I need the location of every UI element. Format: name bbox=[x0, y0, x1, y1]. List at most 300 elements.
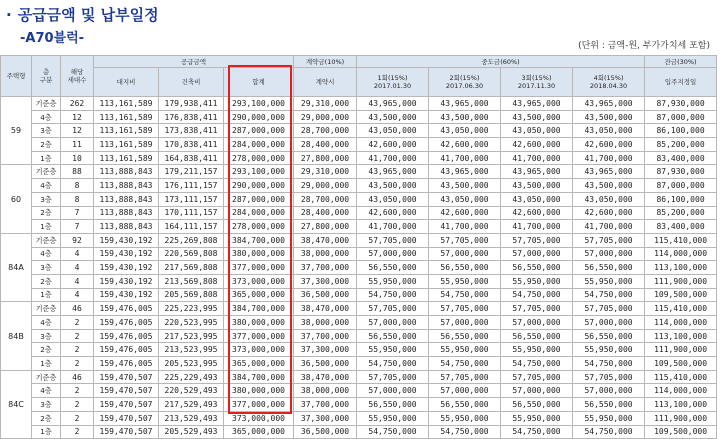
amount-cell: 42,600,000 bbox=[501, 138, 573, 152]
bullet-dot-icon: · bbox=[6, 6, 12, 24]
amount-cell: 55,950,000 bbox=[357, 274, 429, 288]
table-row bbox=[1, 192, 717, 206]
amount-cell: 225,269,808 bbox=[159, 233, 224, 247]
amount-cell: 42,600,000 bbox=[357, 138, 429, 152]
amount-cell: 43,500,000 bbox=[429, 179, 501, 193]
amount-cell: 38,470,000 bbox=[294, 233, 357, 247]
floor-cell: 4층 bbox=[32, 247, 61, 261]
amount-cell: 55,950,000 bbox=[357, 343, 429, 357]
amount-cell: 159,470,507 bbox=[94, 370, 159, 384]
amount-cell: 56,550,000 bbox=[429, 261, 501, 275]
amount-cell: 159,430,192 bbox=[94, 274, 159, 288]
amount-cell: 213,529,493 bbox=[159, 411, 224, 425]
amount-cell: 111,900,000 bbox=[645, 411, 717, 425]
amount-cell: 115,410,000 bbox=[645, 302, 717, 316]
amount-cell: 213,569,808 bbox=[159, 274, 224, 288]
units-cell: 10 bbox=[61, 151, 94, 165]
amount-cell: 205,569,808 bbox=[159, 288, 224, 302]
amount-cell: 43,050,000 bbox=[501, 124, 573, 138]
amount-cell: 114,000,000 bbox=[645, 384, 717, 398]
amount-cell: 85,200,000 bbox=[645, 138, 717, 152]
amount-cell: 56,550,000 bbox=[573, 261, 645, 275]
amount-cell: 159,430,192 bbox=[94, 233, 159, 247]
amount-cell: 43,500,000 bbox=[501, 179, 573, 193]
amount-cell: 179,211,157 bbox=[159, 165, 224, 179]
floor-cell: 2층 bbox=[32, 411, 61, 425]
amount-cell: 55,950,000 bbox=[501, 274, 573, 288]
floor-cell: 4층 bbox=[32, 384, 61, 398]
amount-cell: 159,476,005 bbox=[94, 357, 159, 371]
amount-cell: 43,050,000 bbox=[357, 192, 429, 206]
floor-cell: 3층 bbox=[32, 192, 61, 206]
amount-cell: 365,000,000 bbox=[224, 425, 294, 439]
amount-cell: 57,705,000 bbox=[573, 233, 645, 247]
block-subtitle: -A70블럭- bbox=[20, 31, 85, 46]
amount-cell: 380,000,000 bbox=[224, 384, 294, 398]
amount-cell: 54,750,000 bbox=[573, 357, 645, 371]
amount-cell: 37,700,000 bbox=[294, 261, 357, 275]
amount-cell: 57,705,000 bbox=[501, 302, 573, 316]
amount-cell: 293,100,000 bbox=[224, 97, 294, 111]
amount-cell: 29,000,000 bbox=[294, 179, 357, 193]
amount-cell: 42,600,000 bbox=[429, 206, 501, 220]
amount-cell: 41,700,000 bbox=[357, 220, 429, 234]
amount-cell: 43,965,000 bbox=[357, 165, 429, 179]
amount-cell: 43,050,000 bbox=[429, 124, 501, 138]
amount-cell: 43,050,000 bbox=[429, 192, 501, 206]
amount-cell: 55,950,000 bbox=[501, 411, 573, 425]
page-title bbox=[6, 4, 159, 25]
amount-cell: 159,476,005 bbox=[94, 343, 159, 357]
amount-cell: 278,000,000 bbox=[224, 220, 294, 234]
amount-cell: 57,000,000 bbox=[501, 247, 573, 261]
amount-cell: 176,111,157 bbox=[159, 179, 224, 193]
amount-cell: 41,700,000 bbox=[573, 151, 645, 165]
header-building-cost: 건축비 bbox=[159, 68, 224, 97]
amount-cell: 37,300,000 bbox=[294, 411, 357, 425]
amount-cell: 57,705,000 bbox=[429, 233, 501, 247]
floor-cell: 2층 bbox=[32, 274, 61, 288]
table-row bbox=[1, 124, 717, 138]
floor-cell: 1층 bbox=[32, 151, 61, 165]
amount-cell: 43,500,000 bbox=[429, 110, 501, 124]
header-balance-date: 입주지정일 bbox=[645, 68, 717, 97]
amount-cell: 54,750,000 bbox=[573, 425, 645, 439]
floor-cell: 1층 bbox=[32, 425, 61, 439]
amount-cell: 56,550,000 bbox=[357, 398, 429, 412]
amount-cell: 56,550,000 bbox=[573, 398, 645, 412]
amount-cell: 113,100,000 bbox=[645, 329, 717, 343]
amount-cell: 170,111,157 bbox=[159, 206, 224, 220]
amount-cell: 54,750,000 bbox=[429, 288, 501, 302]
amount-cell: 287,000,000 bbox=[224, 192, 294, 206]
amount-cell: 43,965,000 bbox=[429, 97, 501, 111]
amount-cell: 384,700,000 bbox=[224, 233, 294, 247]
amount-cell: 87,930,000 bbox=[645, 97, 717, 111]
amount-cell: 42,600,000 bbox=[357, 206, 429, 220]
amount-cell: 41,700,000 bbox=[573, 220, 645, 234]
amount-cell: 43,965,000 bbox=[501, 165, 573, 179]
amount-cell: 27,800,000 bbox=[294, 220, 357, 234]
amount-cell: 56,550,000 bbox=[357, 329, 429, 343]
floor-cell: 기준층 bbox=[32, 302, 61, 316]
amount-cell: 29,000,000 bbox=[294, 110, 357, 124]
amount-cell: 36,500,000 bbox=[294, 425, 357, 439]
amount-cell: 205,523,995 bbox=[159, 357, 224, 371]
amount-cell: 57,000,000 bbox=[357, 247, 429, 261]
amount-cell: 113,161,589 bbox=[94, 97, 159, 111]
floor-cell: 4층 bbox=[32, 316, 61, 330]
amount-cell: 55,950,000 bbox=[357, 411, 429, 425]
amount-cell: 111,900,000 bbox=[645, 274, 717, 288]
floor-cell: 1층 bbox=[32, 220, 61, 234]
amount-cell: 36,500,000 bbox=[294, 288, 357, 302]
floor-cell: 기준층 bbox=[32, 370, 61, 384]
header-supply-amount: 공급금액 bbox=[94, 56, 294, 68]
amount-cell: 57,000,000 bbox=[357, 384, 429, 398]
table-row bbox=[1, 151, 717, 165]
amount-cell: 43,965,000 bbox=[501, 97, 573, 111]
table-row bbox=[1, 110, 717, 124]
amount-cell: 43,050,000 bbox=[357, 124, 429, 138]
amount-cell: 87,000,000 bbox=[645, 110, 717, 124]
amount-cell: 87,930,000 bbox=[645, 165, 717, 179]
floor-cell: 1층 bbox=[32, 357, 61, 371]
header-type: 주택형 bbox=[1, 56, 32, 97]
amount-cell: 111,900,000 bbox=[645, 343, 717, 357]
amount-cell: 55,950,000 bbox=[501, 343, 573, 357]
amount-cell: 27,800,000 bbox=[294, 151, 357, 165]
amount-cell: 55,950,000 bbox=[573, 343, 645, 357]
amount-cell: 54,750,000 bbox=[357, 288, 429, 302]
table-row bbox=[1, 302, 717, 316]
amount-cell: 176,838,411 bbox=[159, 110, 224, 124]
page-title-text: 공급금액 및 납부일정 bbox=[17, 6, 159, 24]
amount-cell: 37,700,000 bbox=[294, 329, 357, 343]
header-contract-date: 계약시 bbox=[294, 68, 357, 97]
amount-cell: 284,000,000 bbox=[224, 138, 294, 152]
amount-cell: 365,000,000 bbox=[224, 357, 294, 371]
units-cell: 92 bbox=[61, 233, 94, 247]
amount-cell: 205,529,493 bbox=[159, 425, 224, 439]
table-row bbox=[1, 384, 717, 398]
amount-cell: 179,938,411 bbox=[159, 97, 224, 111]
amount-cell: 159,470,507 bbox=[94, 384, 159, 398]
header-total: 합계 bbox=[224, 68, 294, 97]
units-cell: 2 bbox=[61, 343, 94, 357]
unit-type-cell: 84C bbox=[1, 370, 32, 438]
amount-cell: 293,100,000 bbox=[224, 165, 294, 179]
amount-cell: 42,600,000 bbox=[573, 206, 645, 220]
unit-note: (단위 : 금액-원, 부가가치세 포함) bbox=[578, 41, 710, 51]
amount-cell: 57,000,000 bbox=[501, 316, 573, 330]
amount-cell: 373,000,000 bbox=[224, 274, 294, 288]
amount-cell: 113,100,000 bbox=[645, 261, 717, 275]
amount-cell: 57,705,000 bbox=[357, 370, 429, 384]
amount-cell: 28,700,000 bbox=[294, 124, 357, 138]
amount-cell: 36,500,000 bbox=[294, 357, 357, 371]
amount-cell: 57,000,000 bbox=[573, 316, 645, 330]
amount-cell: 57,705,000 bbox=[501, 233, 573, 247]
amount-cell: 373,000,000 bbox=[224, 411, 294, 425]
amount-cell: 57,000,000 bbox=[429, 247, 501, 261]
floor-cell: 4층 bbox=[32, 179, 61, 193]
amount-cell: 54,750,000 bbox=[357, 357, 429, 371]
amount-cell: 113,161,589 bbox=[94, 151, 159, 165]
amount-cell: 113,888,843 bbox=[94, 165, 159, 179]
amount-cell: 57,000,000 bbox=[573, 384, 645, 398]
amount-cell: 109,500,000 bbox=[645, 288, 717, 302]
amount-cell: 159,470,507 bbox=[94, 398, 159, 412]
amount-cell: 159,476,005 bbox=[94, 316, 159, 330]
amount-cell: 37,300,000 bbox=[294, 343, 357, 357]
amount-cell: 57,705,000 bbox=[429, 370, 501, 384]
amount-cell: 28,400,000 bbox=[294, 138, 357, 152]
amount-cell: 57,000,000 bbox=[357, 316, 429, 330]
amount-cell: 164,838,411 bbox=[159, 151, 224, 165]
amount-cell: 38,470,000 bbox=[294, 370, 357, 384]
amount-cell: 41,700,000 bbox=[501, 220, 573, 234]
amount-cell: 41,700,000 bbox=[429, 151, 501, 165]
amount-cell: 85,200,000 bbox=[645, 206, 717, 220]
amount-cell: 56,550,000 bbox=[357, 261, 429, 275]
amount-cell: 173,111,157 bbox=[159, 192, 224, 206]
amount-cell: 380,000,000 bbox=[224, 247, 294, 261]
amount-cell: 54,750,000 bbox=[573, 288, 645, 302]
amount-cell: 83,400,000 bbox=[645, 220, 717, 234]
header-land-cost: 대지비 bbox=[94, 68, 159, 97]
amount-cell: 377,000,000 bbox=[224, 398, 294, 412]
amount-cell: 54,750,000 bbox=[429, 357, 501, 371]
amount-cell: 42,600,000 bbox=[429, 138, 501, 152]
amount-cell: 57,000,000 bbox=[501, 384, 573, 398]
amount-cell: 87,000,000 bbox=[645, 179, 717, 193]
units-cell: 4 bbox=[61, 274, 94, 288]
amount-cell: 287,000,000 bbox=[224, 124, 294, 138]
table-body bbox=[1, 97, 717, 439]
table-row bbox=[1, 357, 717, 371]
amount-cell: 57,000,000 bbox=[573, 247, 645, 261]
table-row bbox=[1, 165, 717, 179]
amount-cell: 170,838,411 bbox=[159, 138, 224, 152]
floor-cell: 3층 bbox=[32, 398, 61, 412]
amount-cell: 217,523,995 bbox=[159, 329, 224, 343]
units-cell: 88 bbox=[61, 165, 94, 179]
amount-cell: 43,965,000 bbox=[357, 97, 429, 111]
amount-cell: 43,500,000 bbox=[573, 179, 645, 193]
units-cell: 11 bbox=[61, 138, 94, 152]
amount-cell: 43,965,000 bbox=[429, 165, 501, 179]
amount-cell: 56,550,000 bbox=[429, 398, 501, 412]
amount-cell: 37,700,000 bbox=[294, 398, 357, 412]
amount-cell: 114,000,000 bbox=[645, 316, 717, 330]
header-middle-2: 2회(15%) 2017.06.30 bbox=[429, 68, 501, 97]
units-cell: 12 bbox=[61, 110, 94, 124]
header-middle-payment: 중도금(60%) bbox=[357, 56, 645, 68]
amount-cell: 113,888,843 bbox=[94, 179, 159, 193]
amount-cell: 43,050,000 bbox=[573, 192, 645, 206]
header-floor: 층 구분 bbox=[32, 56, 61, 97]
amount-cell: 377,000,000 bbox=[224, 329, 294, 343]
amount-cell: 377,000,000 bbox=[224, 261, 294, 275]
amount-cell: 384,700,000 bbox=[224, 370, 294, 384]
amount-cell: 56,550,000 bbox=[573, 329, 645, 343]
table-row bbox=[1, 425, 717, 439]
amount-cell: 220,523,995 bbox=[159, 316, 224, 330]
table-row bbox=[1, 97, 717, 111]
amount-cell: 86,100,000 bbox=[645, 124, 717, 138]
floor-cell: 2층 bbox=[32, 206, 61, 220]
units-cell: 7 bbox=[61, 220, 94, 234]
table-row bbox=[1, 261, 717, 275]
units-cell: 2 bbox=[61, 316, 94, 330]
header-middle-1: 1회(15%) 2017.01.30 bbox=[357, 68, 429, 97]
amount-cell: 29,310,000 bbox=[294, 165, 357, 179]
amount-cell: 43,500,000 bbox=[501, 110, 573, 124]
amount-cell: 43,965,000 bbox=[573, 97, 645, 111]
floor-cell: 3층 bbox=[32, 261, 61, 275]
table-row bbox=[1, 138, 717, 152]
units-cell: 12 bbox=[61, 124, 94, 138]
header-contract: 계약금(10%) bbox=[294, 56, 357, 68]
table-row bbox=[1, 398, 717, 412]
amount-cell: 43,500,000 bbox=[357, 179, 429, 193]
unit-type-cell: 84B bbox=[1, 302, 32, 370]
amount-cell: 113,888,843 bbox=[94, 206, 159, 220]
amount-cell: 57,705,000 bbox=[573, 302, 645, 316]
table-row bbox=[1, 247, 717, 261]
amount-cell: 220,529,493 bbox=[159, 384, 224, 398]
floor-cell: 기준층 bbox=[32, 97, 61, 111]
amount-cell: 38,000,000 bbox=[294, 247, 357, 261]
units-cell: 2 bbox=[61, 329, 94, 343]
amount-cell: 28,400,000 bbox=[294, 206, 357, 220]
amount-cell: 159,476,005 bbox=[94, 329, 159, 343]
table-row bbox=[1, 233, 717, 247]
units-cell: 46 bbox=[61, 302, 94, 316]
units-cell: 2 bbox=[61, 411, 94, 425]
units-cell: 46 bbox=[61, 370, 94, 384]
table-row bbox=[1, 206, 717, 220]
header-middle-4: 4회(15%) 2018.04.30 bbox=[573, 68, 645, 97]
units-cell: 2 bbox=[61, 425, 94, 439]
supply-schedule-table bbox=[0, 55, 717, 439]
amount-cell: 380,000,000 bbox=[224, 316, 294, 330]
amount-cell: 173,838,411 bbox=[159, 124, 224, 138]
amount-cell: 54,750,000 bbox=[501, 357, 573, 371]
table-row bbox=[1, 370, 717, 384]
floor-cell: 3층 bbox=[32, 329, 61, 343]
amount-cell: 41,700,000 bbox=[501, 151, 573, 165]
amount-cell: 56,550,000 bbox=[501, 398, 573, 412]
amount-cell: 373,000,000 bbox=[224, 343, 294, 357]
amount-cell: 37,300,000 bbox=[294, 274, 357, 288]
amount-cell: 365,000,000 bbox=[224, 288, 294, 302]
amount-cell: 56,550,000 bbox=[501, 329, 573, 343]
amount-cell: 43,500,000 bbox=[573, 110, 645, 124]
floor-cell: 3층 bbox=[32, 124, 61, 138]
amount-cell: 29,310,000 bbox=[294, 97, 357, 111]
amount-cell: 43,050,000 bbox=[573, 124, 645, 138]
amount-cell: 54,750,000 bbox=[501, 288, 573, 302]
amount-cell: 109,500,000 bbox=[645, 425, 717, 439]
table-row bbox=[1, 179, 717, 193]
amount-cell: 164,111,157 bbox=[159, 220, 224, 234]
amount-cell: 54,750,000 bbox=[501, 425, 573, 439]
amount-cell: 114,000,000 bbox=[645, 247, 717, 261]
table-row bbox=[1, 411, 717, 425]
amount-cell: 213,523,995 bbox=[159, 343, 224, 357]
amount-cell: 83,400,000 bbox=[645, 151, 717, 165]
amount-cell: 55,950,000 bbox=[573, 274, 645, 288]
amount-cell: 113,888,843 bbox=[94, 220, 159, 234]
units-cell: 4 bbox=[61, 288, 94, 302]
units-cell: 262 bbox=[61, 97, 94, 111]
amount-cell: 54,750,000 bbox=[357, 425, 429, 439]
floor-cell: 1층 bbox=[32, 288, 61, 302]
amount-cell: 55,950,000 bbox=[429, 411, 501, 425]
amount-cell: 56,550,000 bbox=[429, 329, 501, 343]
unit-type-cell: 59 bbox=[1, 97, 32, 165]
amount-cell: 109,500,000 bbox=[645, 357, 717, 371]
amount-cell: 54,750,000 bbox=[429, 425, 501, 439]
units-cell: 8 bbox=[61, 192, 94, 206]
amount-cell: 159,430,192 bbox=[94, 247, 159, 261]
floor-cell: 기준층 bbox=[32, 233, 61, 247]
amount-cell: 113,888,843 bbox=[94, 192, 159, 206]
amount-cell: 225,223,995 bbox=[159, 302, 224, 316]
amount-cell: 86,100,000 bbox=[645, 192, 717, 206]
table-row bbox=[1, 343, 717, 357]
amount-cell: 41,700,000 bbox=[429, 220, 501, 234]
units-cell: 4 bbox=[61, 261, 94, 275]
amount-cell: 115,410,000 bbox=[645, 370, 717, 384]
floor-cell: 2층 bbox=[32, 138, 61, 152]
amount-cell: 217,529,493 bbox=[159, 398, 224, 412]
header-middle-3: 3회(15%) 2017.11.30 bbox=[501, 68, 573, 97]
amount-cell: 56,550,000 bbox=[501, 261, 573, 275]
amount-cell: 43,965,000 bbox=[573, 165, 645, 179]
amount-cell: 57,705,000 bbox=[573, 370, 645, 384]
floor-cell: 2층 bbox=[32, 343, 61, 357]
amount-cell: 38,470,000 bbox=[294, 302, 357, 316]
amount-cell: 159,476,005 bbox=[94, 302, 159, 316]
amount-cell: 55,950,000 bbox=[429, 343, 501, 357]
floor-cell: 기준층 bbox=[32, 165, 61, 179]
amount-cell: 284,000,000 bbox=[224, 206, 294, 220]
amount-cell: 57,000,000 bbox=[429, 316, 501, 330]
amount-cell: 113,161,589 bbox=[94, 124, 159, 138]
units-cell: 2 bbox=[61, 384, 94, 398]
units-cell: 2 bbox=[61, 357, 94, 371]
table-row bbox=[1, 316, 717, 330]
amount-cell: 113,161,589 bbox=[94, 138, 159, 152]
amount-cell: 55,950,000 bbox=[429, 274, 501, 288]
table-row bbox=[1, 274, 717, 288]
unit-type-cell: 84A bbox=[1, 233, 32, 301]
amount-cell: 57,705,000 bbox=[429, 302, 501, 316]
table-row bbox=[1, 329, 717, 343]
amount-cell: 290,000,000 bbox=[224, 179, 294, 193]
amount-cell: 57,705,000 bbox=[357, 302, 429, 316]
table-row bbox=[1, 288, 717, 302]
amount-cell: 57,705,000 bbox=[357, 233, 429, 247]
amount-cell: 159,430,192 bbox=[94, 261, 159, 275]
unit-type-cell: 60 bbox=[1, 165, 32, 233]
amount-cell: 38,000,000 bbox=[294, 384, 357, 398]
header-units: 해당 세대수 bbox=[61, 56, 94, 97]
floor-cell: 4층 bbox=[32, 110, 61, 124]
